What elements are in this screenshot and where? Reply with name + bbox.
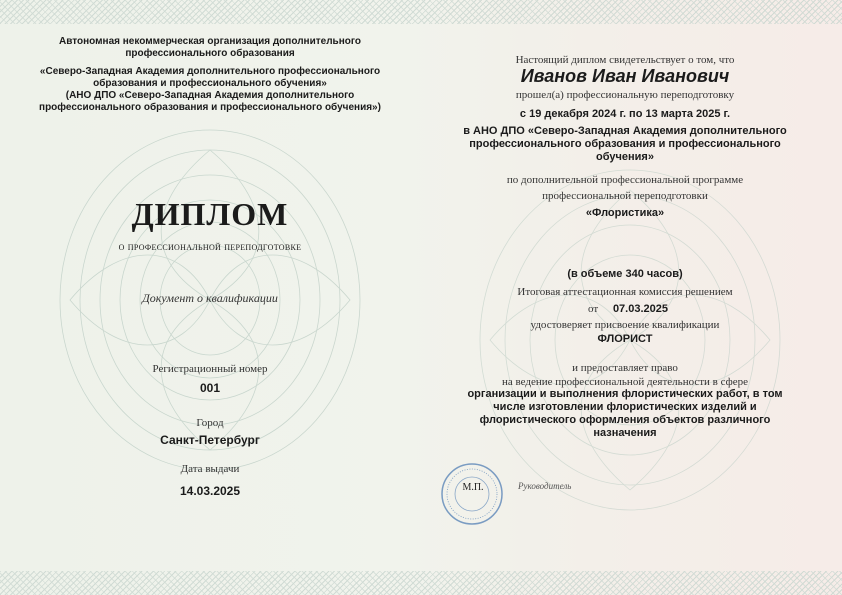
org-line: «Северо-Западная Академия дополнительного профессионального bbox=[39, 66, 381, 77]
activity-line: организации и выполнения флористических работ, в том bbox=[467, 388, 783, 400]
activity-line: числе изготовлении флористических изделий и bbox=[493, 401, 757, 413]
qualification-value: ФЛОРИСТ bbox=[597, 333, 653, 345]
program-text bbox=[430, 172, 820, 204]
guilloche-border-top bbox=[0, 0, 842, 24]
head-signature-label: Руководитель bbox=[518, 481, 572, 491]
city-label: Город bbox=[196, 417, 224, 429]
program-name: «Флористика» bbox=[585, 207, 665, 219]
document-note: Документ о квалификации bbox=[142, 291, 278, 305]
activity-line-1: на ведение профессиональной деятельности в сфере bbox=[501, 376, 749, 388]
diploma-subtitle: о профессиональной переподготовке bbox=[118, 241, 302, 253]
commission-text: Итоговая аттестационная комиссия решением bbox=[517, 286, 733, 298]
issue-date-value: 14.03.2025 bbox=[179, 484, 241, 498]
stamp-label: М.П. bbox=[462, 482, 484, 493]
org-name-right bbox=[430, 125, 820, 164]
org-line: в АНО ДПО «Северо-Западная Академия дополнительного bbox=[463, 125, 787, 137]
guilloche-border-bottom bbox=[0, 571, 842, 595]
study-period: с 19 декабря 2024 г. по 13 марта 2025 г. bbox=[519, 108, 731, 120]
from-label: от bbox=[588, 303, 599, 315]
decision-date-row bbox=[430, 303, 820, 317]
registration-number: 001 bbox=[199, 381, 221, 395]
issue-date-label: Дата выдачи bbox=[180, 463, 240, 475]
recipient-name: Иванов Иван Иванович bbox=[520, 66, 730, 86]
certifies-text: удостоверяет присвоение квалификации bbox=[530, 319, 720, 331]
diploma-title: ДИПЛОМ bbox=[131, 196, 289, 232]
city-value: Санкт-Петербург bbox=[160, 433, 260, 447]
org-name-left bbox=[20, 36, 400, 114]
org-line: Автономная некоммерческая организация дополнительного bbox=[59, 36, 361, 47]
activity-line: флористического оформления объектов различного bbox=[479, 414, 771, 426]
org-line: обучения» bbox=[596, 151, 654, 163]
seal-stamp-icon bbox=[440, 462, 504, 526]
org-line: профессионального образования и профессионального bbox=[469, 138, 781, 150]
activity-line: назначения bbox=[593, 427, 657, 439]
grants-text: и предоставляет право bbox=[572, 362, 678, 374]
passed-text: прошел(а) профессиональную переподготовку bbox=[515, 89, 735, 101]
program-line: по дополнительной профессиональной программе bbox=[506, 174, 744, 186]
program-hours: (в объеме 340 часов) bbox=[567, 268, 683, 280]
org-line: образования и профессионального обучения» bbox=[93, 78, 327, 89]
decision-date: 07.03.2025 bbox=[612, 303, 668, 315]
intro-text: Настоящий диплом свидетельствует о том, что bbox=[515, 54, 735, 66]
program-line: профессиональной переподготовки bbox=[542, 190, 708, 202]
registration-label: Регистрационный номер bbox=[152, 363, 268, 375]
org-line: профессионального образования и профессионального обучения») bbox=[39, 102, 381, 113]
org-line: (АНО ДПО «Северо-Западная Академия дополнительного bbox=[65, 90, 355, 101]
org-line: профессионального образования bbox=[125, 48, 295, 59]
activity-scope bbox=[430, 388, 820, 440]
